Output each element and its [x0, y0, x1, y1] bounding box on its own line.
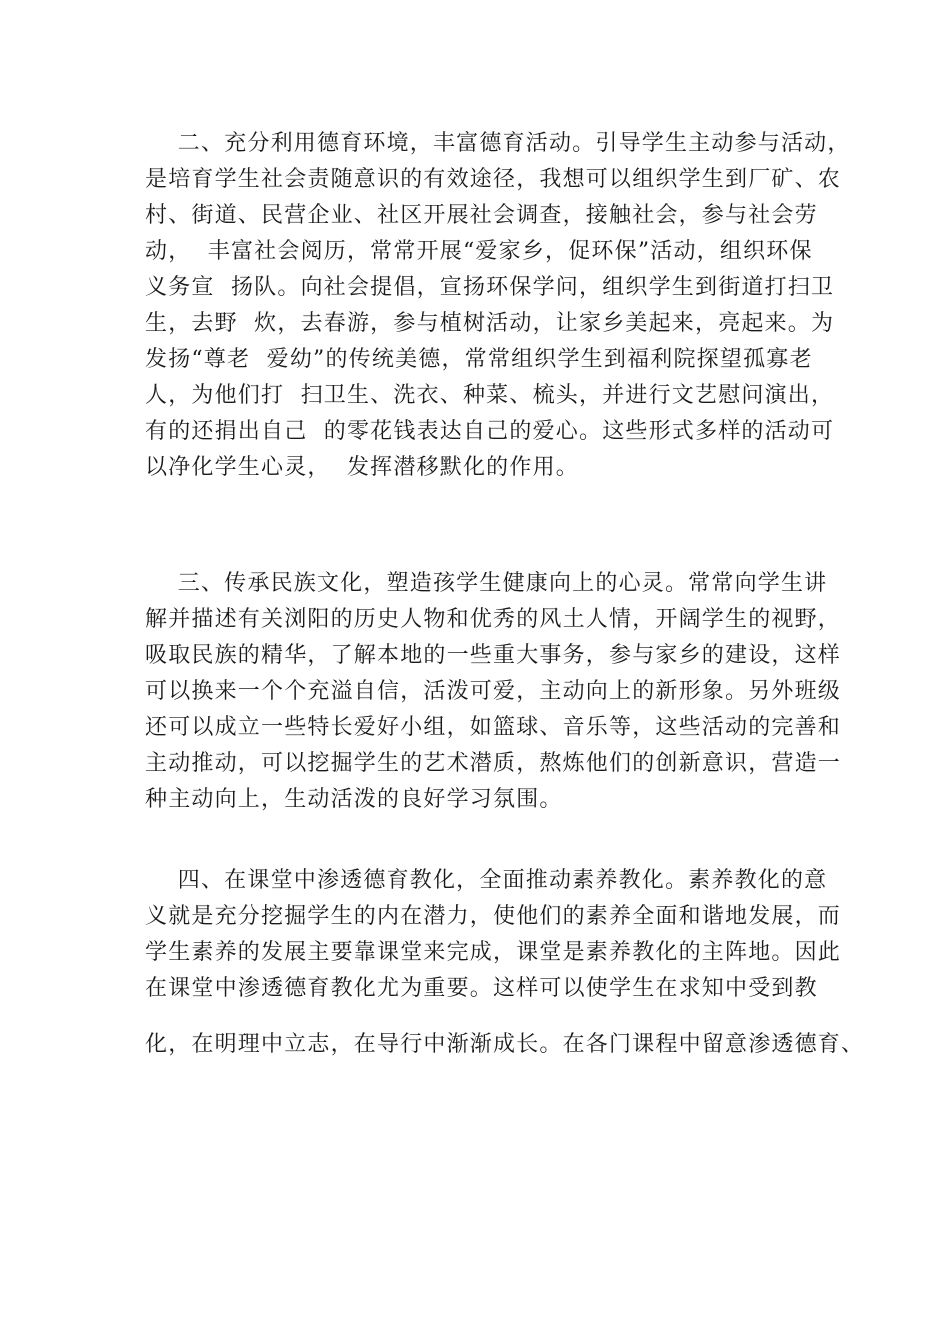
paragraph-line: 吸取民族的精华，了解本地的一些重大事务，参与家乡的建设，这样 — [145, 643, 842, 668]
paragraph-line: 可以换来一个个充溢自信，活泼可爱，主动向上的新形象。另外班级 — [145, 679, 842, 704]
paragraph-line: 还可以成立一些特长爱好小组，如篮球、音乐等，这些活动的完善和 — [145, 715, 842, 740]
paragraph-line: 四、在课堂中渗透德育教化，全面推动素养教化。素养教化的意 — [145, 868, 828, 893]
paragraph-line: 义就是充分挖掘学生的内在潜力，使他们的素养全面和谐地发展，而 — [145, 904, 842, 929]
paragraph-line: 学生素养的发展主要靠课堂来完成，课堂是素养教化的主阵地。因此 — [145, 940, 842, 965]
paragraph-line: 主动推动，可以挖掘学生的艺术潜质，熬炼他们的创新意识，营造一 — [145, 751, 842, 776]
paragraph-line: 化，在明理中立志，在导行中渐渐成长。在各门课程中留意渗透德育、 — [145, 1032, 865, 1057]
paragraph-line: 义务宣 扬队。向社会提倡，宣扬环保学问，组织学生到街道打扫卫 — [145, 275, 835, 300]
paragraph-line: 在课堂中渗透德育教化尤为重要。这样可以使学生在求知中受到教 — [145, 976, 818, 1001]
paragraph-line: 有的还捐出自己 的零花钱表达自己的爱心。这些形式多样的活动可 — [145, 419, 835, 444]
paragraph-line: 解并描述有关浏阳的历史人物和优秀的风土人情，开阔学生的视野， — [145, 607, 842, 632]
paragraph-line: 是培育学生社会责随意识的有效途径，我想可以组织学生到厂矿、农 — [145, 167, 842, 192]
paragraph-national-culture — [145, 566, 842, 818]
paragraph-line: 以净化学生心灵， 发挥潜移默化的作用。 — [145, 455, 579, 480]
paragraph-line: 动， 丰富社会阅历，常常开展“爱家乡，促环保”活动，组织环保 — [145, 239, 813, 264]
paragraph-line: 发扬“尊老 爱幼”的传统美德，常常组织学生到福利院探望孤寡老 — [145, 347, 813, 372]
paragraph-line: 二、充分利用德育环境，丰富德育活动。引导学生主动参与活动， — [145, 131, 851, 156]
paragraph-moral-activities — [145, 126, 851, 486]
paragraph-classroom-education — [145, 863, 865, 1063]
paragraph-line: 种主动向上，生动活泼的良好学习氛围。 — [145, 787, 563, 812]
paragraph-line: 人，为他们打 扫卫生、洗衣、种菜、梳头，并进行文艺慰问演出， — [145, 383, 835, 408]
paragraph-line: 三、传承民族文化，塑造孩学生健康向上的心灵。常常向学生讲 — [145, 571, 828, 596]
paragraph-line: 生，去野 炊，去春游，参与植树活动，让家乡美起来，亮起来。为 — [145, 311, 835, 336]
paragraph-line: 村、街道、民营企业、社区开展社会调查，接触社会，参与社会劳 — [145, 203, 818, 228]
